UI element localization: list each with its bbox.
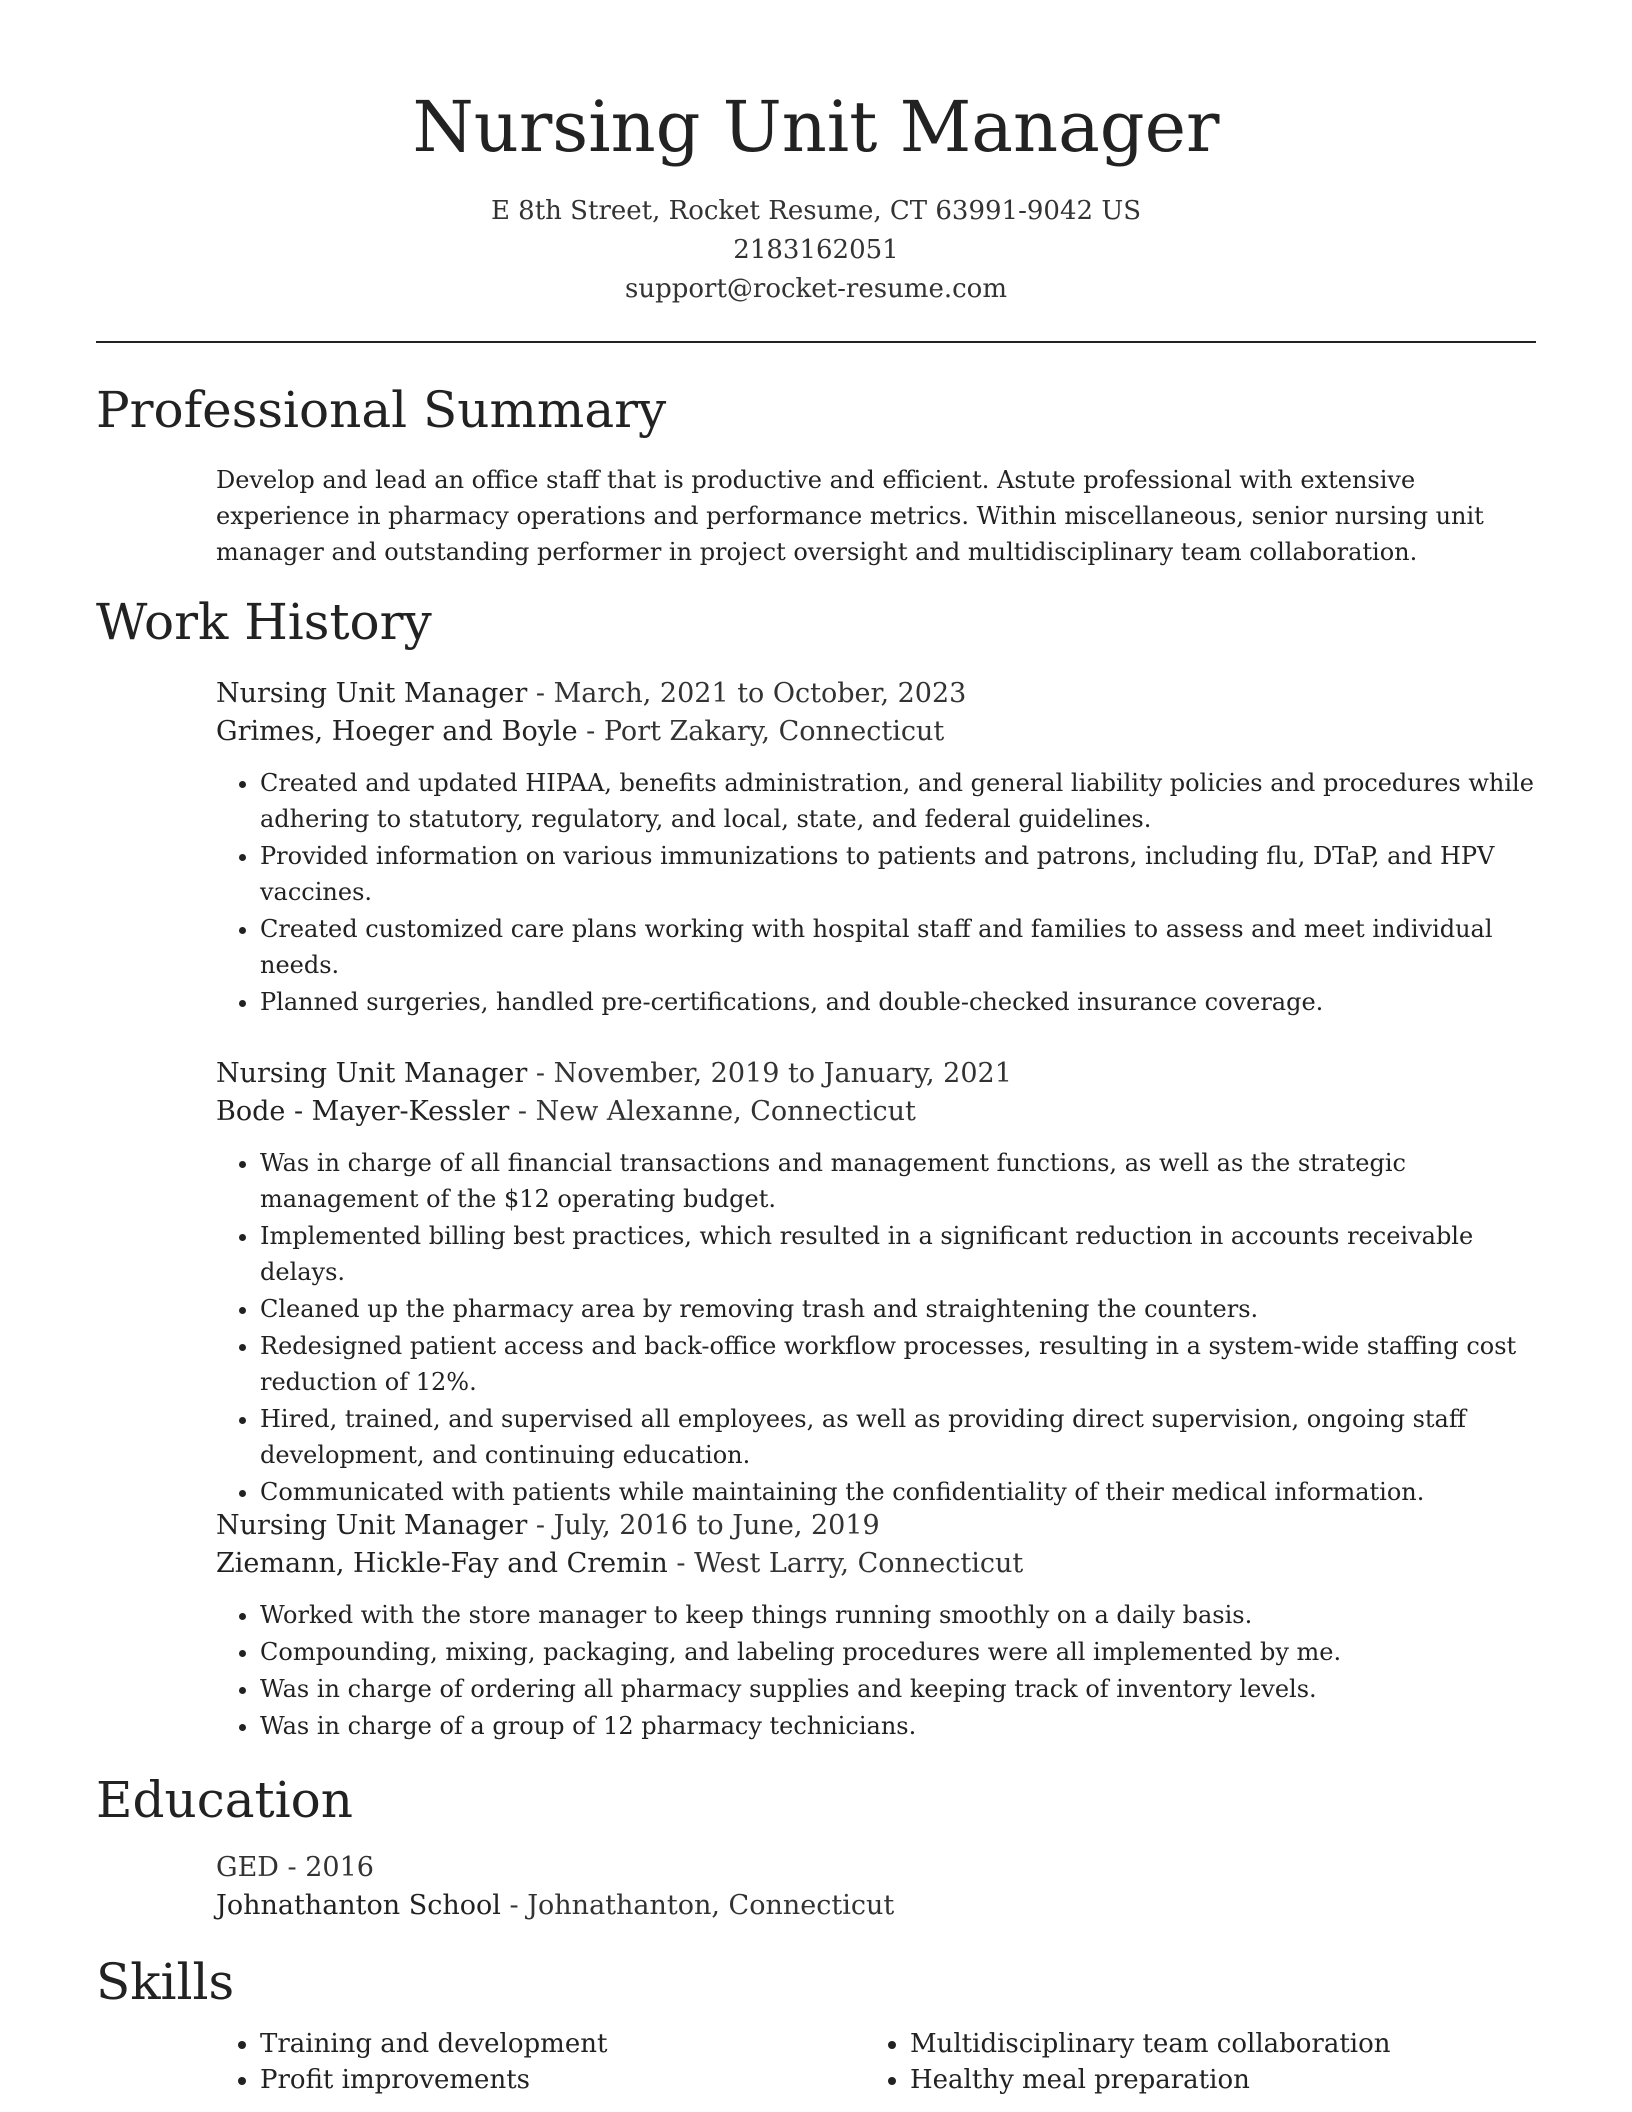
list-item: • Provided information on various immunizations to patients and patrons, including flu, DTaP, and HPV vaccines. <box>260 838 1536 910</box>
job-bullets <box>216 1597 1536 1744</box>
job-location: New Alexanne, Connecticut <box>535 1096 916 1127</box>
skills-column-right <box>866 2026 1516 2098</box>
job-dates: March, 2021 to October, 2023 <box>553 678 967 709</box>
list-item: • Hired, trained, and supervised all employees, as well as providing direct supervision, ongoing staff development, and continuing education. <box>260 1401 1536 1473</box>
job-title: Nursing Unit Manager <box>216 1510 528 1541</box>
list-item: • Created customized care plans working with hospital staff and families to assess and meet individual needs. <box>260 911 1536 983</box>
contact-address: E 8th Street, Rocket Resume, CT 63991-9042 US <box>490 196 1142 226</box>
list-item: • Was in charge of all financial transactions and management functions, as well as the strategic management of the $12 operating budget. <box>260 1145 1536 1217</box>
section-title-education: Education <box>96 1771 353 1829</box>
list-item: • Was in charge of a group of 12 pharmacy technicians. <box>260 1708 1536 1744</box>
education-school-line: Johnathanton School - Johnathanton, Connecticut <box>216 1890 895 1921</box>
contact-info <box>0 192 1632 309</box>
list-item: • Healthy meal preparation <box>910 2062 1516 2098</box>
list-item: • Profit improvements <box>260 2062 866 2098</box>
job-title: Nursing Unit Manager <box>216 1058 528 1089</box>
job-dates: July, 2016 to June, 2019 <box>553 1510 880 1541</box>
education-degree-line: GED - 2016 <box>216 1852 374 1883</box>
section-title-work-history: Work History <box>96 593 432 651</box>
summary-block <box>216 462 1536 570</box>
job-dates: November, 2019 to January, 2021 <box>553 1058 1012 1089</box>
job-title-line: Nursing Unit Manager - November, 2019 to January, 2021 <box>216 1058 1012 1089</box>
job-title-line: Nursing Unit Manager - July, 2016 to June, 2019 <box>216 1510 880 1541</box>
job-company-line: Bode - Mayer-Kessler - New Alexanne, Connecticut <box>216 1096 916 1127</box>
skills-column-left <box>216 2026 866 2098</box>
job-entry-2 <box>216 1055 1536 1511</box>
job-company: Grimes, Hoeger and Boyle <box>216 716 578 747</box>
job-company: Ziemann, Hickle-Fay and Cremin <box>216 1548 668 1579</box>
contact-email: support@rocket-resume.com <box>624 274 1007 304</box>
list-item: • Planned surgeries, handled pre-certifications, and double-checked insurance coverage. <box>260 984 1536 1020</box>
list-item: • Redesigned patient access and back-office workflow processes, resulting in a system-wide staffing cost reduction of 12%. <box>260 1328 1536 1400</box>
job-location: Port Zakary, Connecticut <box>603 716 945 747</box>
education-year: 2016 <box>305 1852 374 1883</box>
education-school: Johnathanton School <box>216 1890 501 1921</box>
job-entry-1 <box>216 675 1536 1021</box>
job-company-line: Grimes, Hoeger and Boyle - Port Zakary, Connecticut <box>216 716 945 747</box>
job-bullets <box>216 765 1536 1020</box>
list-item: • Training and development <box>260 2026 866 2062</box>
list-item: • Implemented billing best practices, which resulted in a significant reduction in accounts receivable delays. <box>260 1218 1536 1290</box>
list-item: • Compounding, mixing, packaging, and labeling procedures were all implemented by me. <box>260 1634 1536 1670</box>
section-title-summary: Professional Summary <box>96 381 667 439</box>
list-item: • Worked with the store manager to keep things running smoothly on a daily basis. <box>260 1597 1536 1633</box>
education-entry <box>216 1849 1536 1925</box>
education-location: Johnathanton, Connecticut <box>527 1890 895 1921</box>
list-item: • Was in charge of ordering all pharmacy supplies and keeping track of inventory levels. <box>260 1671 1536 1707</box>
header-divider <box>96 341 1536 343</box>
list-item: • Multidisciplinary team collaboration <box>910 2026 1516 2062</box>
resume-header <box>0 0 1632 309</box>
list-item: • Cleaned up the pharmacy area by removing trash and straightening the counters. <box>260 1291 1536 1327</box>
job-entry-3 <box>216 1507 1536 1745</box>
summary-text: Develop and lead an office staff that is productive and efficient. Astute professional with extensive experience in pharmacy operations and performance metrics. Within miscellaneous, senior nursing unit manager and outstanding performer in project oversight and multidisciplinary team collaboration. <box>216 466 1484 566</box>
candidate-name: Nursing Unit Manager <box>412 86 1220 168</box>
list-item: • Communicated with patients while maintaining the confidentiality of their medical information. <box>260 1474 1536 1510</box>
contact-phone: 2183162051 <box>733 235 899 265</box>
job-title-line: Nursing Unit Manager - March, 2021 to October, 2023 <box>216 678 967 709</box>
job-title: Nursing Unit Manager <box>216 678 528 709</box>
job-company: Bode - Mayer-Kessler <box>216 1096 510 1127</box>
skills-list <box>216 2026 1536 2098</box>
job-location: West Larry, Connecticut <box>694 1548 1024 1579</box>
education-degree: GED <box>216 1852 279 1883</box>
job-company-line: Ziemann, Hickle-Fay and Cremin - West Larry, Connecticut <box>216 1548 1024 1579</box>
list-item: • Created and updated HIPAA, benefits administration, and general liability policies and procedures while adhering to statutory, regulatory, and local, state, and federal guidelines. <box>260 765 1536 837</box>
job-bullets <box>216 1145 1536 1510</box>
section-title-skills: Skills <box>96 1953 235 2011</box>
